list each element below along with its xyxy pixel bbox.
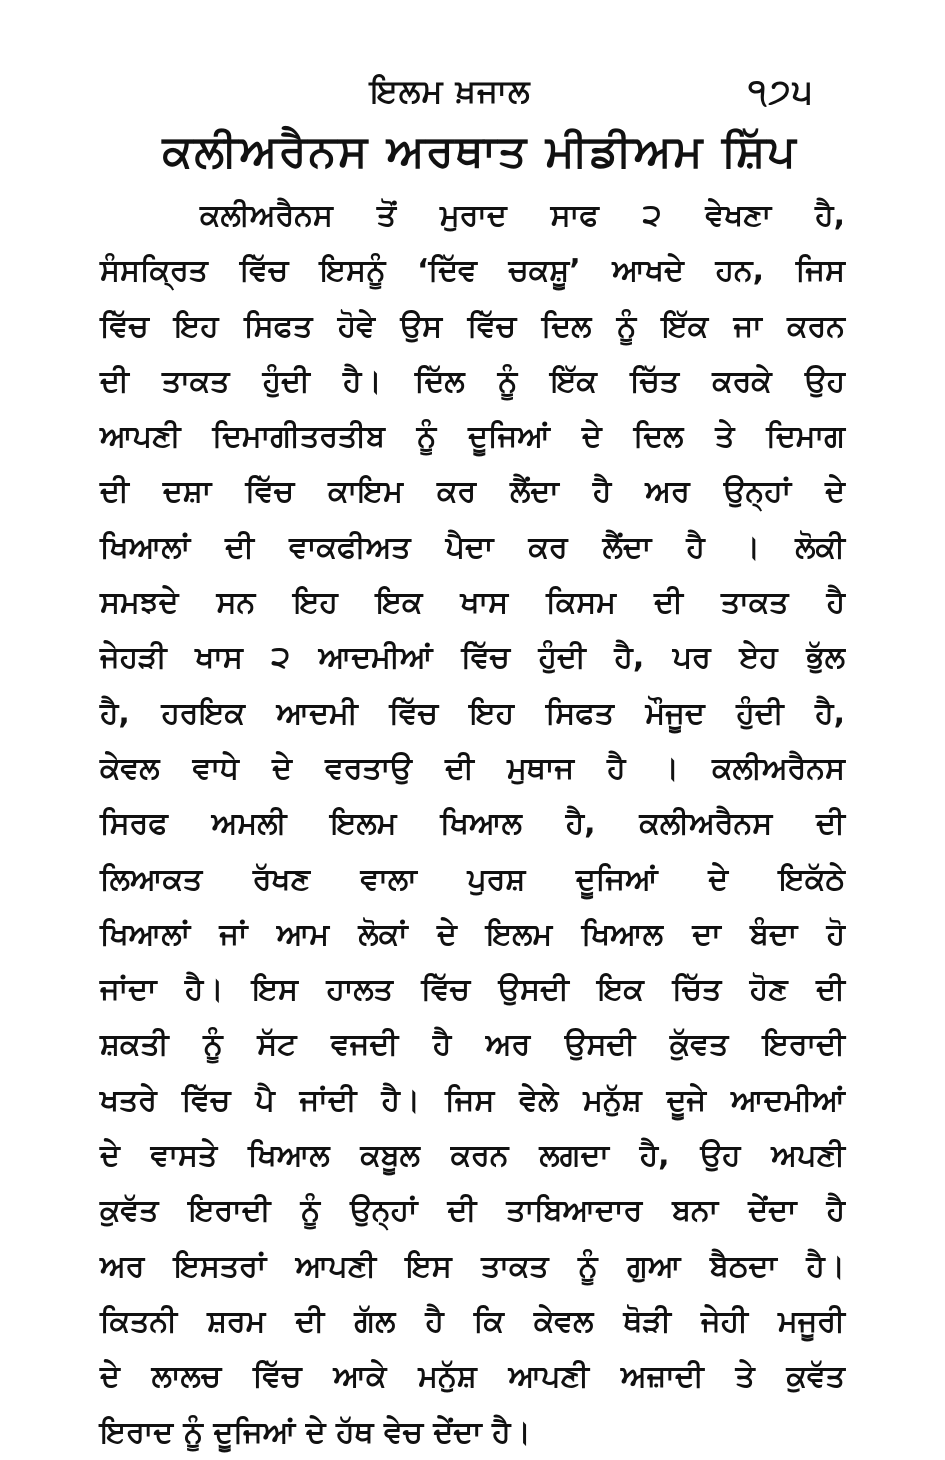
text-line: ਖਤਰੇ ਵਿੱਚ ਪੈ ਜਾਂਦੀ ਹੈ। ਜਿਸ ਵੇਲੇ ਮਨੁੱਸ਼ ਦੂਜੇ ਆਦਮੀਆਂ [100,1082,845,1118]
text-line: ਕੇਵਲ ਵਾਧੇ ਦੇ ਵਰਤਾਉ ਦੀ ਮੁਥਾਜ ਹੈ । ਕਲੀਅਰੈਨਸ [100,750,845,786]
body-text [100,188,845,1460]
text-line: ਦੇ ਵਾਸਤੇ ਖਿਆਲ ਕਬੂਲ ਕਰਨ ਲਗਦਾ ਹੈ, ਉਹ ਅਪਣੀ [100,1138,845,1174]
text-line: ਇਰਾਦ ਨੂੰ ਦੂਜਿਆਂ ਦੇ ਹੱਥ ਵੇਚ ਦੇਂਦਾ ਹੈ। [100,1414,531,1450]
page-number: ੧੭੫ [748,72,815,112]
text-line: ਲਿਆਕਤ ਰੱਖਣ ਵਾਲਾ ਪੁਰਸ਼ ਦੂਜਿਆਂ ਦੇ ਇਕੱਠੇ [100,861,845,897]
text-line: ਸਮਝਦੇ ਸਨ ਇਹ ਇਕ ਖਾਸ ਕਿਸਮ ਦੀ ਤਾਕਤ ਹੈ [100,585,845,621]
text-line: ਅਰ ਇਸਤਰਾਂ ਆਪਣੀ ਇਸ ਤਾਕਤ ਨੂੰ ਗੁਆ ਬੈਠਦਾ ਹੈ। [100,1248,845,1284]
text-line: ਸ਼ਕਤੀ ਨੂੰ ਸੱਟ ਵਜਦੀ ਹੈ ਅਰ ਉਸਦੀ ਕੁੱਵਤ ਇਰਾਦੀ [100,1027,845,1063]
text-line: ਜੇਹੜੀ ਖਾਸ ੨ ਆਦਮੀਆਂ ਵਿੱਚ ਹੁੰਦੀ ਹੈ, ਪਰ ਏਹ ਭੁੱਲ [100,640,845,676]
text-line: ਵਿੱਚ ਇਹ ਸਿਫਤ ਹੋਵੇ ਉਸ ਵਿੱਚ ਦਿਲ ਨੂੰ ਇੱਕ ਜਾ ਕਰਨ [100,308,845,344]
text-line: ਕਲੀਅਰੈਨਸ ਤੋਂ ਮੁਰਾਦ ਸਾਫ ੨ ਵੇਖਣਾ ਹੈ, [200,198,845,233]
text-line: ਖਿਆਲਾਂ ਜਾਂ ਆਮ ਲੋਕਾਂ ਦੇ ਇਲਮ ਖਿਆਲ ਦਾ ਬੰਦਾ ਹੋ [100,916,845,952]
text-line: ਦੇ ਲਾਲਚ ਵਿੱਚ ਆਕੇ ਮਨੁੱਸ਼ ਆਪਣੀ ਅਜ਼ਾਦੀ ਤੇ ਕੁਵੱਤ [100,1359,845,1395]
text-line: ਆਪਣੀ ਦਿਮਾਗੀਤਰਤੀਬ ਨੂੰ ਦੂਜਿਆਂ ਦੇ ਦਿਲ ਤੇ ਦਿਮਾਗ [100,419,845,455]
text-line: ਜਾਂਦਾ ਹੈ। ਇਸ ਹਾਲਤ ਵਿੱਚ ਉਸਦੀ ਇਕ ਚਿੱਤ ਹੋਣ ਦੀ [100,972,845,1008]
text-line: ਦੀ ਦਸ਼ਾ ਵਿੱਚ ਕਾਇਮ ਕਰ ਲੈਂਦਾ ਹੈ ਅਰ ਉਨ੍ਹਾਂ ਦੇ [100,474,845,510]
text-line: ਕੁਵੱਤ ਇਰਾਦੀ ਨੂੰ ਉਨ੍ਹਾਂ ਦੀ ਤਾਬਿਆਦਾਰ ਬਨਾ ਦੇਂਦਾ ਹੈ [100,1193,845,1229]
chapter-title: ਕਲੀਅਰੈਨਸ ਅਰਥਾਤ ਮੀਡੀਅਮ ਸ਼ਿੱਪ [162,126,798,177]
running-head [0,72,945,116]
text-line: ਖਿਆਲਾਂ ਦੀ ਵਾਕਫੀਅਤ ਪੈਦਾ ਕਰ ਲੈਂਦਾ ਹੈ । ਲੋਕੀ [100,529,845,565]
text-line: ਸਿਰਫ ਅਮਲੀ ਇਲਮ ਖਿਆਲ ਹੈ, ਕਲੀਅਰੈਨਸ ਦੀ [100,806,845,842]
running-title: ਇਲਮ ਖ਼ਜਾਲ [370,72,531,110]
text-line: ਹੈ, ਹਰਇਕ ਆਦਮੀ ਵਿੱਚ ਇਹ ਸਿਫਤ ਮੌਜੂਦ ਹੁੰਦੀ ਹੈ, [100,695,845,731]
text-line: ਕਿਤਨੀ ਸ਼ਰਮ ਦੀ ਗੱਲ ਹੈ ਕਿ ਕੇਵਲ ਥੋੜੀ ਜੇਹੀ ਮਜੂਰੀ [100,1303,845,1339]
text-line: ਦੀ ਤਾਕਤ ਹੁੰਦੀ ਹੈ। ਦਿੱਲ ਨੂੰ ਇੱਕ ਚਿੱਤ ਕਰਕੇ ਉਹ [100,363,845,399]
text-line: ਸੰਸਕ੍ਰਿਤ ਵਿੱਚ ਇਸਨੂੰ ‘ਦਿੱਵ ਚਕਸ਼ੂ’ ਆਖਦੇ ਹਨ, ਜਿਸ [100,253,845,289]
